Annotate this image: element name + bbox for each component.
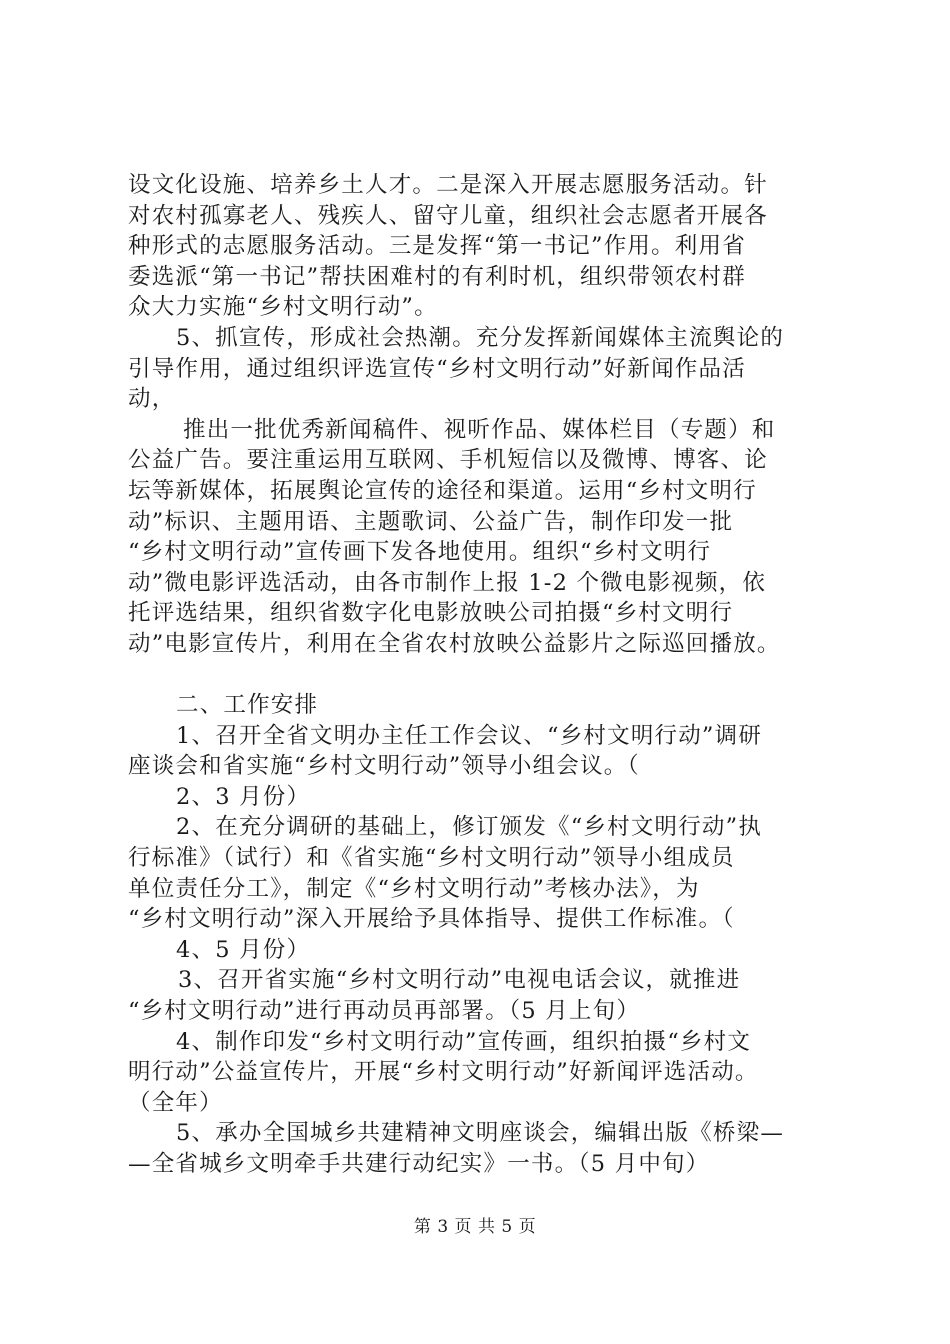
date-line: 4、5 月份） xyxy=(176,936,311,963)
text-line: 明行动”公益宣传片，开展“乡村文明行动”好新闻评选活动。 xyxy=(128,1059,759,1086)
text-line: 动”标识、主题用语、主题歌词、公益广告，制作印发一批 xyxy=(128,508,734,535)
text-line: 行标准》（试行）和《省实施“乡村文明行动”领导小组成员 xyxy=(128,845,735,872)
text-line: 种形式的志愿服务活动。三是发挥“第一书记”作用。利用省 xyxy=(128,233,746,260)
text-line: 单位责任分工》，制定《“乡村文明行动”考核办法》，为 xyxy=(128,875,700,902)
text-line: 对农村孤寡老人、残疾人、留守儿童，组织社会志愿者开展各 xyxy=(128,202,768,229)
text-line: 委选派“第一书记”帮扶困难村的有利时机，组织带领农村群 xyxy=(128,263,746,290)
page-number-footer: 第 3 页 共 5 页 xyxy=(413,1217,537,1237)
text-line: —全省城乡文明牵手共建行动纪实》一书。（5 月中旬） xyxy=(128,1151,710,1177)
paragraph-start-line: 3、召开省实施“乡村文明行动”电视电话会议，就推进 xyxy=(178,967,741,994)
paragraph-start-line: 1、召开全省文明办主任工作会议、“乡村文明行动”调研 xyxy=(176,722,763,749)
text-line: 坛等新媒体，拓展舆论宣传的途径和渠道。运用“乡村文明行 xyxy=(128,477,757,504)
section-heading: 二、工作安排 xyxy=(176,692,319,719)
blank-line xyxy=(128,660,838,691)
text-line: 动”微电影评选活动，由各市制作上报 1-2 个微电影视频，依 xyxy=(128,569,767,596)
paragraph-start-line: 5、抓宣传，形成社会热潮。充分发挥新闻媒体主流舆论的 xyxy=(176,324,785,351)
paragraph-start-line: 2、在充分调研的基础上，修订颁发《“乡村文明行动”执 xyxy=(176,814,763,841)
text-line: 动， xyxy=(128,386,176,413)
text-line: 公益广告。要注重运用互联网、手机短信以及微博、博客、论 xyxy=(128,447,768,474)
paragraph-start-line: 推出一批优秀新闻稿件、视听作品、媒体栏目（专题）和 xyxy=(183,416,776,443)
text-line: “乡村文明行动”深入开展给予具体指导、提供工作标准。（ xyxy=(128,906,735,933)
text-line: 动”电影宣传片，利用在全省农村放映公益影片之际巡回播放。 xyxy=(128,630,781,657)
paragraph-start-line: 5、承办全国城乡共建精神文明座谈会，编辑出版《桥梁— xyxy=(176,1120,785,1147)
text-line: “乡村文明行动”宣传画下发各地使用。组织“乡村文明行 xyxy=(128,539,712,566)
paragraph-start-line: 4、制作印发“乡村文明行动”宣传画，组织拍摄“乡村文 xyxy=(176,1028,752,1055)
body-text xyxy=(128,170,838,1180)
date-line: 2、3 月份） xyxy=(176,783,311,810)
text-line: 托评选结果，组织省数字化电影放映公司拍摄“乡村文明行 xyxy=(128,600,734,627)
text-line: （全年） xyxy=(128,1089,223,1116)
text-line: 座谈会和省实施“乡村文明行动”领导小组会议。（ xyxy=(128,753,640,780)
text-line: 引导作用，通过组织评选宣传“乡村文明行动”好新闻作品活 xyxy=(128,355,746,382)
text-line: 设文化设施、培养乡土人才。二是深入开展志愿服务活动。针 xyxy=(128,172,768,198)
text-line: 众大力实施“乡村文明行动”。 xyxy=(128,294,438,321)
text-line: “乡村文明行动”进行再动员再部署。（5 月上旬） xyxy=(128,998,641,1025)
